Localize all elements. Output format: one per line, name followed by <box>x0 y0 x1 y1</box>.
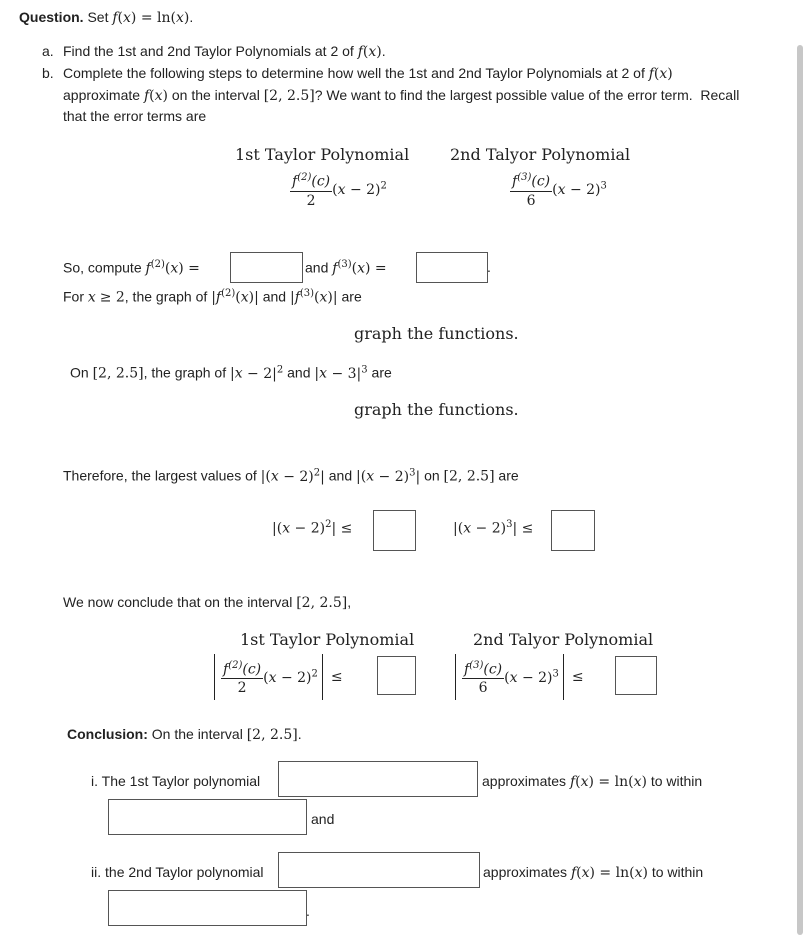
f2-answer-box[interactable] <box>230 252 303 283</box>
question-label: Question. <box>19 9 84 25</box>
error-first-heading: 1st Taylor Polynomial <box>235 145 410 164</box>
therefore-line: Therefore, the largest values of $|(x - 2)^2|$ and $|(x - 2)^3|$ on [2, 2.5] are <box>63 467 519 485</box>
part-b-line2: approximate f(x) on the interval [2, 2.5]? We want to find the largest possible value of the error term. Recall <box>63 87 740 104</box>
graph-placeholder-2[interactable]: graph the functions. <box>354 400 519 419</box>
bound-left-label: $|(x - 2)^2|$ ≤ <box>272 519 353 537</box>
abs-second-term: $\frac{f^{(3)}(c)}{6}$ $(x - 2)^3$ ≤ <box>455 654 584 700</box>
graph-placeholder-1[interactable]: graph the functions. <box>354 324 519 343</box>
question-intro: Set f(x) = ln(x). <box>87 9 194 26</box>
scrollbar[interactable] <box>797 45 803 935</box>
compute-middle: and $f^{(3)}(x)$ = <box>305 259 387 277</box>
part-b-line1: Complete the following steps to determine how well the 1st and 2nd Taylor Polynomials at 2 of f(x) <box>63 65 673 82</box>
conclusion-i-line: i. The 1st Taylor polynomial <box>91 773 261 789</box>
second-poly-box[interactable] <box>278 852 480 888</box>
first-poly-box[interactable] <box>278 761 478 797</box>
second-error-box[interactable] <box>108 890 307 926</box>
bound-left-box[interactable] <box>373 510 416 551</box>
conclusion-i-after: approximates f(x) = ln(x) to within <box>482 773 703 790</box>
interval-line: On [2, 2.5], the graph of $|x - 2|^2$ and $|x - 3|^3$ are <box>70 364 392 382</box>
compute-trailing: . <box>487 259 491 275</box>
part-b-marker: b. <box>42 65 54 81</box>
conclusion-ii-line: ii. the 2nd Taylor polynomial <box>91 864 264 880</box>
conclude-line: We now conclude that on the interval [2, 2.5], <box>63 594 352 611</box>
part-b-line3: that the error terms are <box>63 108 207 124</box>
for-line: For x ≥ 2, the graph of $|f^{(2)}(x)|$ and $|f^{(3)}(x)|$ are <box>63 288 362 306</box>
abs-first-heading: 1st Taylor Polynomial <box>240 630 415 649</box>
final-period: . <box>306 903 310 919</box>
and-label: and <box>311 811 335 827</box>
conclusion-line: Conclusion: On the interval [2, 2.5]. <box>67 726 302 743</box>
bound-right-box[interactable] <box>551 510 595 551</box>
f3-answer-box[interactable] <box>416 252 488 283</box>
abs-first-box[interactable] <box>377 656 416 695</box>
conclusion-ii-after: approximates f(x) = ln(x) to within <box>483 864 704 881</box>
part-a-marker: a. <box>42 43 54 59</box>
question-header <box>19 9 193 26</box>
bound-right-label: $|(x - 2)^3|$ ≤ <box>453 519 534 537</box>
part-a-text: Find the 1st and 2nd Taylor Polynomials at 2 of f(x). <box>63 43 386 60</box>
compute-prefix: So, compute $f^{(2)}(x)$ = <box>63 259 200 277</box>
error-second-term: $\frac{f^{(3)}(c)}{6}$ $(x - 2)^3$ <box>510 169 607 210</box>
abs-second-heading: 2nd Talyor Polynomial <box>473 630 654 649</box>
error-second-heading: 2nd Talyor Polynomial <box>450 145 631 164</box>
abs-first-term: $\frac{f^{(2)}(c)}{2}$ $(x - 2)^2$ ≤ <box>214 654 343 700</box>
error-first-term: $\frac{f^{(2)}(c)}{2}$ $(x - 2)^2$ <box>290 169 387 210</box>
abs-second-box[interactable] <box>615 656 657 695</box>
first-error-box[interactable] <box>108 799 307 835</box>
conclusion-label: Conclusion: <box>67 726 148 742</box>
